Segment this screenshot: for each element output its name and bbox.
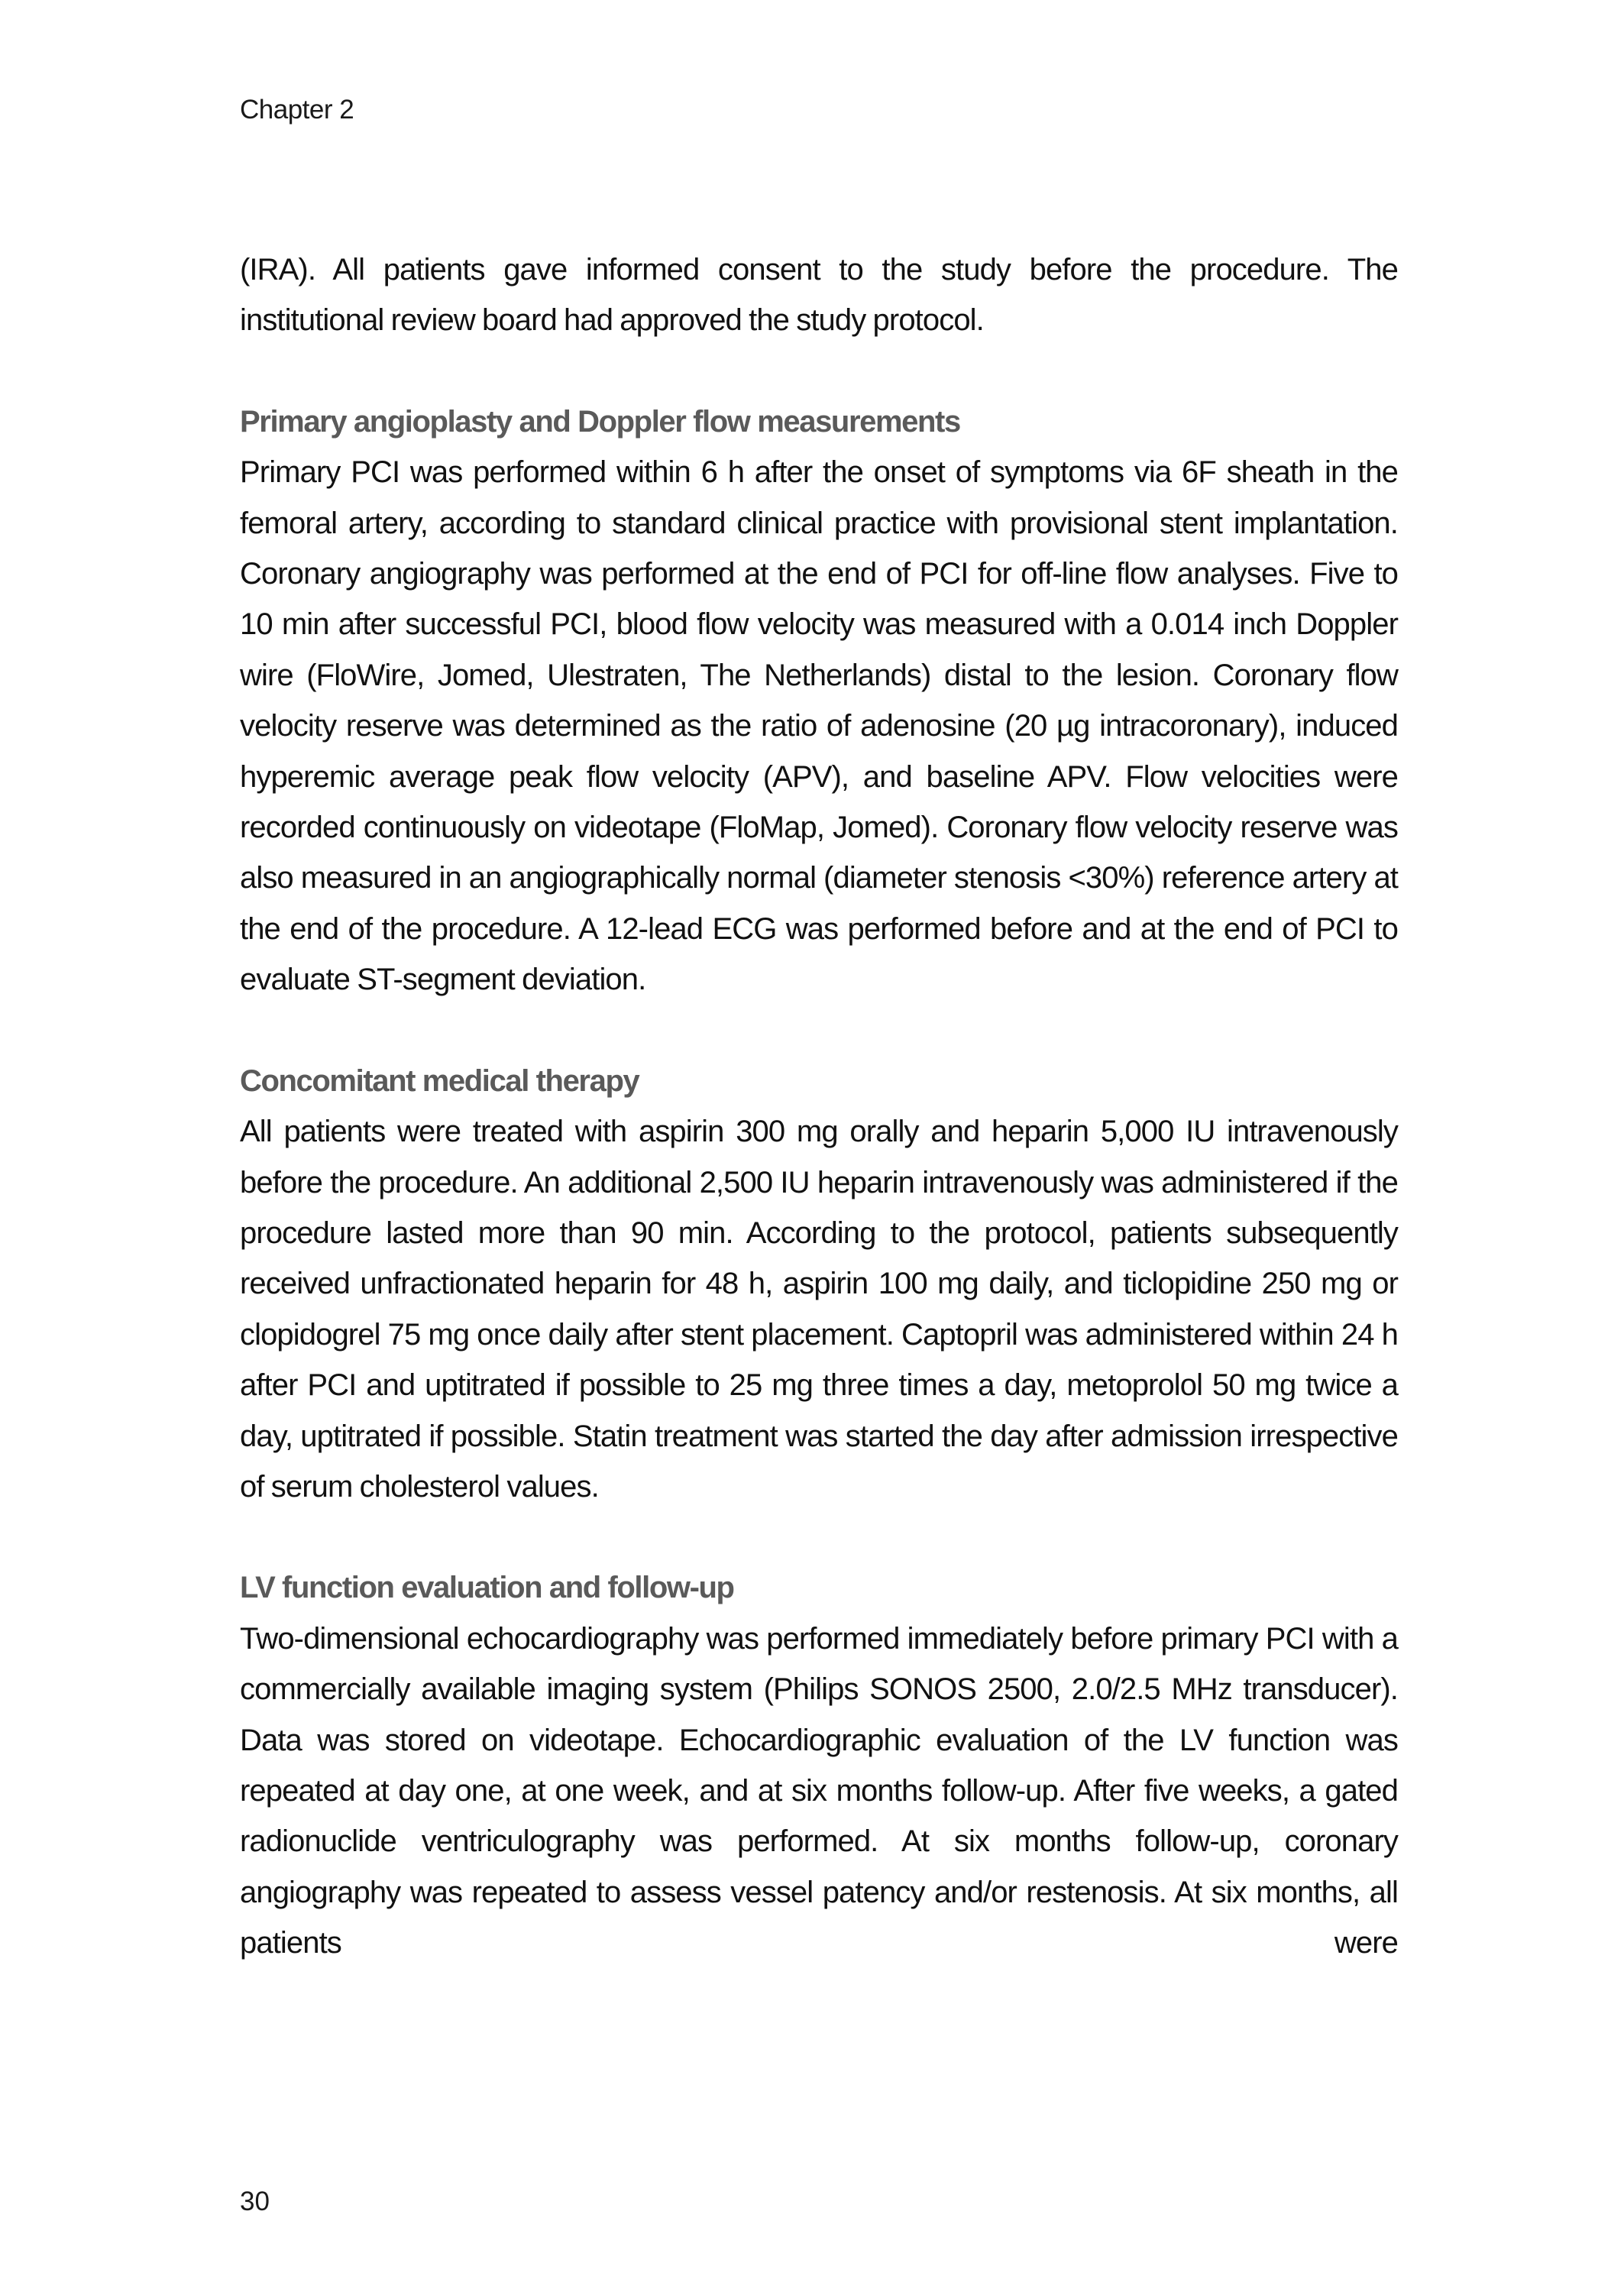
section-paragraph: Primary PCI was performed within 6 h after the onset of symptoms via 6F sheath in the femoral artery, according to standard clinical practice with provisional stent implantation. Coronary angiography was performed at the end of PCI for off-line flow analyses. Five to 10 min after successful PCI, blood flow velocity was measured with a 0.014 inch Doppler wire (FloWire, Jomed, Ulestraten, The Netherlands) distal to the lesion. Coronary flow velocity reserve was determined as the ratio of adenosine (20 µg intracoronary), induced hyperemic average peak flow velocity (APV), and baseline APV. Flow velocities were recorded continuously on videotape (FloMap, Jomed). Coronary flow velocity reserve was also measured in an angiographically normal (diameter stenosis <30%) reference artery at the end of the procedure. A 12-lead ECG was performed before and at the end of PCI to evaluate ST-segment deviation. bbox=[240, 455, 1398, 997]
page-body bbox=[240, 244, 1398, 1969]
intro-paragraph: (IRA). All patients gave informed consent to the study before the procedure. The institutional review board had approved the study protocol. bbox=[240, 253, 1398, 338]
section-heading: Concomitant medical therapy bbox=[240, 1063, 639, 1098]
section-heading: LV function evaluation and follow-up bbox=[240, 1571, 734, 1605]
section-paragraph: All patients were treated with aspirin 300 mg orally and heparin 5,000 IU intravenously before the procedure. An additional 2,500 IU heparin intravenously was administered if the procedure lasted more than 90 min. According to the protocol, patients subsequently received unfractionated heparin for 48 h, aspirin 100 mg daily, and ticlopidine 250 mg or clopidogrel 75 mg once daily after stent placement. Captopril was administered within 24 h after PCI and uptitrated if possible to 25 mg three times a day, metoprolol 50 mg twice a day, uptitrated if possible. Statin treatment was started the day after admission irrespective of serum cholesterol values. bbox=[240, 1115, 1398, 1504]
running-head: Chapter 2 bbox=[240, 95, 354, 125]
section-lv-function bbox=[240, 1562, 1398, 1968]
section-paragraph: Two-dimensional echocardiography was performed immediately before primary PCI with a commercially available imaging system (Philips SONOS 2500, 2.0/2.5 MHz transducer). Data was stored on videotape. Echocardiographic evaluation of the LV function was repeated at day one, at one week, and at six months follow-up. After five weeks, a gated radionuclide ventriculography was performed. At six months follow-up, coronary angiography was repeated to assess vessel patency and/or restenosis. At six months, all patients were bbox=[240, 1621, 1398, 1960]
page-number: 30 bbox=[240, 2187, 270, 2216]
section-concomitant-therapy bbox=[240, 1056, 1398, 1513]
section-heading: Primary angioplasty and Doppler flow measurements bbox=[240, 404, 960, 439]
section-primary-angioplasty bbox=[240, 397, 1398, 1005]
